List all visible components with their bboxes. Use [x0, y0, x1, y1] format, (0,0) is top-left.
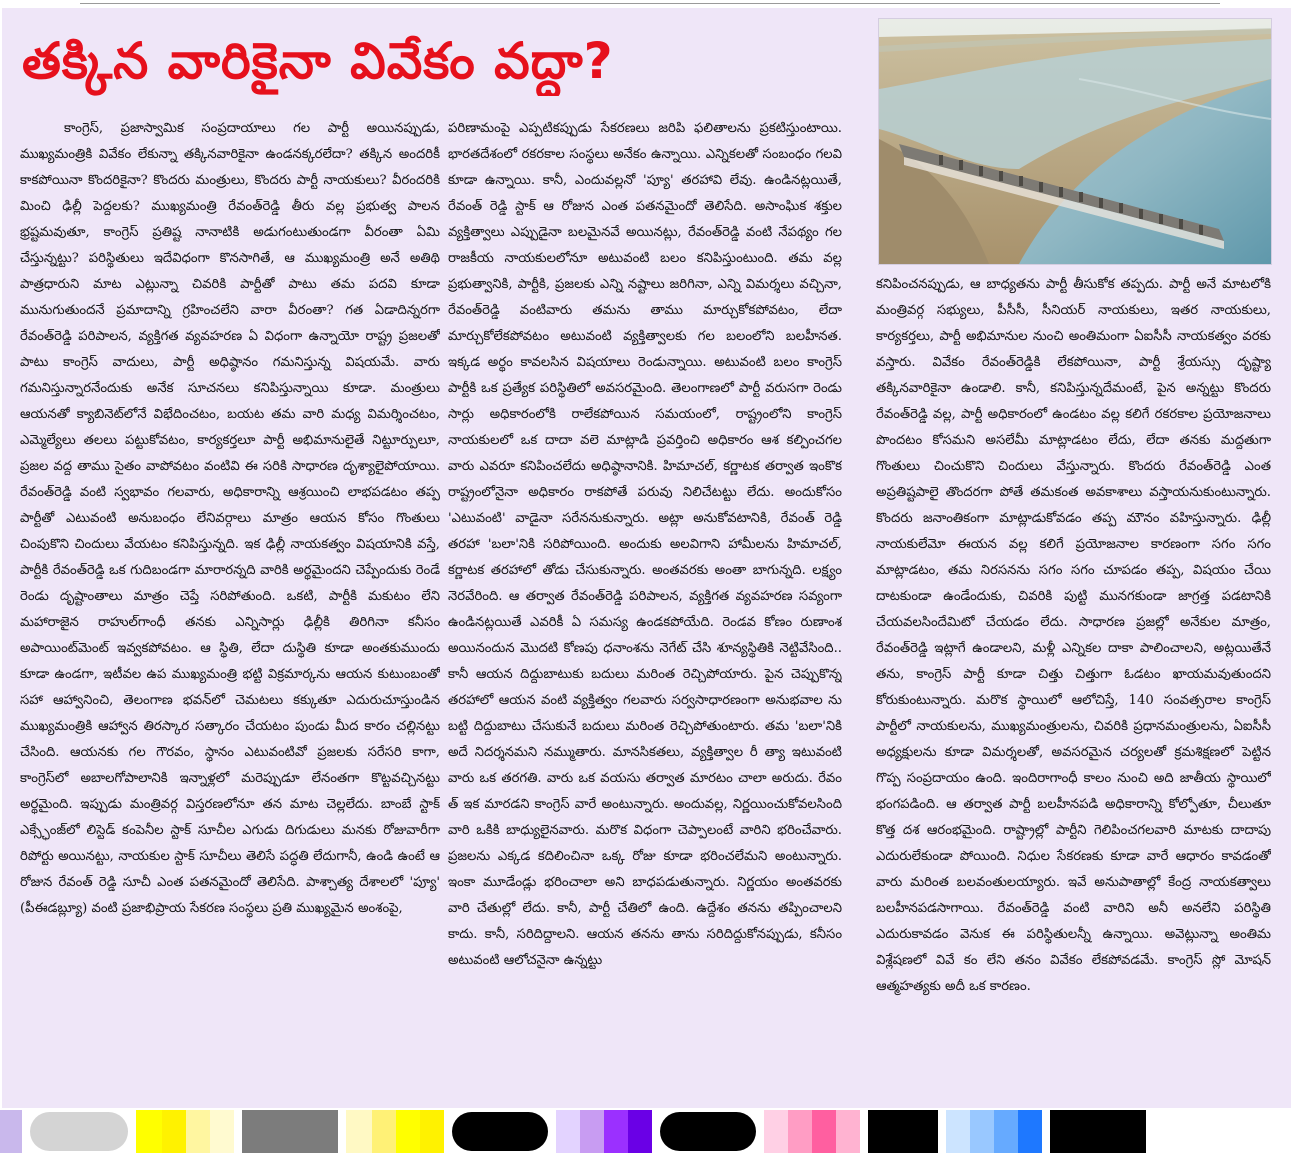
calibration-swatch	[812, 1110, 836, 1153]
calibration-swatch	[1042, 1110, 1050, 1153]
calibration-swatch	[186, 1110, 210, 1153]
article-column-3: కనిపించనప్పుడు, ఆ బాధ్యతను పార్టీ తీసుకోక తప్పదు. పార్టీ అనే మాటలోకి మంత్రివర్గ సభ్యులు, పీసీసీ, సీనియర్ నాయకులు, ఇతర నాయకులు, కార్యకర్తలు, పార్టీ అభిమానుల నుంచి అంతిమంగా ఏఐసీసీ నాయకత్వం వరకు వస్తారు. వివేకం రేవంత్‌రెడ్డికి లేకపోయినా, పార్టీ శ్రేయస్సు దృష్ట్యా తక్కినవారికైనా ఉండాలి. కానీ, కనిపిస్తున్నదేమంటే, పైన అన్నట్టు కొందరు రేవంత్‌రెడ్డి వల్ల, పార్టీ అధికారంలో ఉండటం వల్ల కలిగే రకరకాల ప్రయోజనాలు పొందటం కోసమని అసలేమీ మాట్లాడటం లేదు, లేదా తనకు మద్దతుగా గొంతులు చించుకొని చిందులు వేస్తున్నారు. కొందరు రేవంత్‌రెడ్డి ఎంత అప్రతిష్టపాలై తొందరగా పోతే తమకంత అవకాశాలు వస్తాయనుకుంటున్నారు. కొందరు జనాంతికంగా మాట్లాడుకోవడం తప్ప మౌనం వహిస్తున్నారు. ఢిల్లీ నాయకులేమో ఈయన వల్ల కలిగే ప్రయోజనాల కారణంగా సగం సగం మాట్లాడటం, తమ నిరసనను సగం సగం చూపడం తప్ప, విషయం చేయి దాటకుండా ఉండేందుకు, చివరికి పుట్టి మునగకుండా జాగ్రత్త పడటానికి చేయవలసిందేమిటో చేయడం లేదు. సాధారణ ప్రజల్లో అనేకుల మాత్రం, రేవంత్‌రెడ్డి ఇట్లాగే ఉండాలని, మళ్లీ ఎన్నికల దాకా పాలించాలని, అట్లయితేనే తను, కాంగ్రెస్ పార్టీ కూడా చిత్తు చిత్తుగా ఓడటం ఖాయమవుతుందని కోరుకుంటున్నారు. మరొక స్థాయిలో ఆలోచిస్తే, 140 సంవత్సరాల కాంగ్రెస్ పార్టీలో నాయకులను, ముఖ్యమంత్రులను, చివరికి ప్రధానమంత్రులను, ఏఐసీసీ అధ్యక్షులను కూడా విమర్శలతో, అవసరమైన చర్యలతో క్రమశిక్షణలో పెట్టిన గొప్ప సంప్రదాయం ఉంది. ఇందిరాగాంధీ కాలం నుంచి అది జాతీయ స్థాయిలో భంగపడింది. ఆ తర్వాత పార్టీ బలహీనపడి అధికారాన్ని కోల్పోతూ, చీలుతూ కొత్త దశ ఆరంభమైంది. రాష్ట్రాల్లో పార్టీని గెలిపించగలవారి మాటకు దాదాపు ఎదురులేకుండా పోయింది. నిధుల సేకరణకు కూడా వారే ఆధారం కావడంతో వారు మరింత బలవంతులయ్యారు. ఇవే అనుపాతాల్లో కేంద్ర నాయకత్వాలు బలహీనపడసాగాయి. రేవంత్‌రెడ్డి వంటి వారిని అనీ అనలేని పరిస్థితి ఎదురుకావడం వెనుక ఈ పరిస్థితులన్నీ ఉన్నాయి. అవెట్లున్నా అంతిమ విశ్లేషణలో వివే కం లేని తనం వివేకం లేకపోవడమే. కాంగ్రెస్ స్లో మోషన్ ఆత్మహత్యకు అదీ ఒక కారణం.	[876, 277, 1271, 994]
calibration-swatch	[22, 1110, 30, 1153]
article-column-1: కాంగ్రెస్, ప్రజాస్వామిక సంప్రదాయాలు గల పార్టీ అయినప్పుడు, ముఖ్యమంత్రికి వివేకం లేకున్నా తక్కినవారికైనా ఉండనక్కరలేదా? తక్కిన అందరికీ కాకపోయినా కొందరికైనా? కొందరు మంత్రులు, కొందరు పార్టీ నాయకులు? వీరందరికి మించి ఢిల్లీ పెద్దలకు? ముఖ్యమంత్రి రేవంత్‌రెడ్డి తీరు వల్ల ప్రభుత్వ పాలన భ్రష్టమవుతూ, కాంగ్రెస్ ప్రతిష్ట నానాటికి అడుగంటుతుండగా వీరంతా ఏమి చేస్తున్నట్టు? పరిస్థితులు ఇదేవిధంగా కొనసాగితే, ఆ ముఖ్యమంత్రి అనే అతిథి పాత్రధారుని మాట ఎట్లున్నా చివరికి పార్టీతో పాటు తమ పదవి కూడా మునుగుతుందనే ప్రమాదాన్ని గ్రహించలేని వారా వీరంతా? గత ఏడాదిన్నరగా రేవంత్‌రెడ్డి పరిపాలన, వ్యక్తిగత వ్యవహరణ ఏ విధంగా ఉన్నాయో రాష్ట్ర ప్రజలతో పాటు కాంగ్రెస్ వాదులు, పార్టీ అధిష్ఠానం గమనిస్తున్న విషయమే. వారు గమనిస్తున్నారనేందుకు అనేక సూచనలు కనిపిస్తున్నాయి కూడా. మంత్రులు ఆయనతో క్యాబినెట్‌లోనే విభేదించటం, బయట తమ వారి మధ్య విమర్శించటం, ఎమ్మెల్యేలు తలలు పట్టుకోవటం, కార్యకర్తలూ పార్టీ అభిమానులైతే నిట్టూర్పులూ, ప్రజల వద్ద తాము సైతం వాపోవటం వంటివి ఈ సరికి సాధారణ దృశ్యాలైపోయాయి. రేవంత్‌రెడ్డి వంటి స్వభావం గలవారు, అధికారాన్ని ఆశ్రయించి లాభపడటం తప్ప పార్టీతో ఎటువంటి అనుబంధం లేనివర్గాలు మాత్రం ఆయన కోసం గొంతులు చింపుకొని చిందులు వేయటం కనిపిస్తున్నది. ఇక ఢిల్లీ నాయకత్వం విషయానికి వస్తే, పార్టీకి రేవంత్‌రెడ్డి ఒక గుదిబండగా మారారన్నది వారికి అర్థమైందని చెప్పేందుకు రెండే రెండు దృష్టాంతాలు మాత్రం చెప్తే సరిపోతుంది. ఒకటి, పార్టీకి మకుటం లేని మహారాజైన రాహుల్‌గాంధీ తనకు ఎన్నిసార్లు ఢిల్లీకి తిరిగినా కనీసం అపాయింట్‌మెంట్ ఇవ్వకపోవటం. ఆ స్థితి, లేదా దుస్థితి కూడా అంతకుముందు కూడా ఉండగా, ఇటీవల ఉప ముఖ్యమంత్రి భట్టి విక్రమార్కను ఆయన కుటుంబంతో సహా ఆహ్వానించి, తెలంగాణ భవన్‌లో చెమటలు కక్కుతూ ఎదురుచూస్తుండిన ముఖ్యమంత్రికి ఆహ్వాన తిరస్కార సత్కారం చేయటం పుండు మీద కారం చల్లినట్టు చేసింది. ఆయనకు గల గౌరవం, స్థానం ఎటువంటివో ప్రజలకు సరేసరి కాగా, కాంగ్రెస్‌లో అబాలగోపాలానికి ఇన్నాళ్లలో మరెప్పుడూ లేనంతగా కొట్టవచ్చినట్టు అర్థమైంది. ఇప్పుడు మంత్రివర్గ విస్తరణలోనూ తన మాట చెల్లలేదు. బాంబే స్టాక్ ఎక్స్ఛేంజ్‌లో లిస్టెడ్ కంపెనీల స్టాక్ సూచీల ఎగుడు దిగుడులు మనకు రోజువారీగా రిపోర్టు అయినట్టు, నాయకుల స్టాక్ సూచీలు తెలిసే పద్ధతి లేదుగానీ, ఉండి ఉంటే ఆ రోజున రేవంత్ రెడ్డి సూచీ ఎంత పతనమైందో తెలిసేది. పాశ్చాత్య దేశాలలో 'ప్యూ' (పీఈడబ్ల్యూ) వంటి ప్రజాభిప్రాయ సేకరణ సంస్థలు ప్రతి ముఖ్యమైన అంశంపై,	[20, 121, 440, 916]
calibration-swatch	[868, 1110, 938, 1153]
calibration-swatch	[338, 1110, 346, 1153]
calibration-swatch	[396, 1110, 420, 1153]
calibration-swatch	[756, 1110, 764, 1153]
article-column-2: పరిణామంపై ఎప్పటికప్పుడు సేకరణలు జరిపి ఫలితాలను ప్రకటిస్తుంటాయి. భారతదేశంలో రకరకాల సంస్థలు అనేకం ఉన్నాయి. ఎన్నికలతో సంబంధం గలవి కూడా ఉన్నాయి. కానీ, ఎందువల్లనో 'ప్యూ' తరహావి లేవు. ఉండినట్లయితే, రేవంత్ రెడ్డి స్టాక్ ఆ రోజున ఎంత పతనమైందో తెలిసేది. అసాంఘిక శక్తుల వ్యక్తిత్వాలు ఎప్పుడైనా బలమైనవే అయినట్లు, రేవంత్‌రెడ్డి వంటి నేపథ్యం గల రాజకీయ నాయకులలోనూ అటువంటి బలం కనిపిస్తుంటుంది. తమ వల్ల ప్రభుత్వానికి, పార్టీకి, ప్రజలకు ఎన్ని నష్టాలు జరిగినా, ఎన్ని విమర్శలు వచ్చినా, రేవంత్‌రెడ్డి వంటివారు తమను తాము మార్చుకోకపోవటం, లేదా మార్చుకోలేకపోవటం అటువంటి వ్యక్తిత్వాలకు గల బలంలోని బలహీనత. ఇక్కడ అర్థం కావలసిన విషయాలు రెండున్నాయి. అటువంటి బలం కాంగ్రెస్ పార్టీకి ఒక ప్రత్యేక పరిస్థితిలో అవసరమైంది. తెలంగాణలో పార్టీ వరుసగా రెండు సార్లు అధికారంలోకి రాలేకపోయిన సమయంలో, రాష్ట్రంలోని కాంగ్రెస్ నాయకులలో ఒక దాదా వలె మాట్లాడి ప్రవర్తించి అధికారం ఆశ కల్పించగల వారు ఎవరూ కనిపించలేదు అధిష్ఠానానికి. హిమాచల్, కర్ణాటక తర్వాత ఇంకొక రాష్ట్రంలోనైనా అధికారం రాకపోతే పరువు నిలిచేటట్టు లేదు. అందుకోసం 'ఎటువంటి' వాడైనా సరేననుకున్నారు. అట్లా అనుకోవటానికి, రేవంత్ రెడ్డి తరహా 'బలా'నికి సరిపోయింది. అందుకు అలవిగాని హామీలను హిమాచల్, కర్ణాటక తరహాలో తోడు చేసుకున్నారు. అంతవరకు అంతా బాగున్నది. లక్ష్యం నెరవేరింది. ఆ తర్వాత రేవంత్‌రెడ్డి పరిపాలన, వ్యక్తిగత వ్యవహరణ సవ్యంగా ఉండినట్లయితే ఎవరికీ ఏ సమస్య ఉండకపోయేది. రెండవ కోణం రుణాంశ అయినందున మొదటి కోణపు ధనాంశను నెగేట్ చేసి శూన్యస్థితికి నెట్టివేసింది.. కానీ ఆయన దిద్దుబాటుకు బదులు మరింత రెచ్చిపోయారు. పైన చెప్పుకొన్న తరహాలో ఆయన వంటి వ్యక్తిత్వం గలవారు సర్వసాధారణంగా అనుభవాల ను బట్టి దిద్దుబాటు చేసుకునే బదులు మరింత రెచ్చిపోతుంటారు. తమ 'బలా'నికి అదే నిదర్శనమని నమ్ముతారు. మానసికతలు, వ్యక్తిత్వాల రీ త్యా ఇటువంటి వారు ఒక తరగతి. వారు ఒక వయసు తర్వాత మారటం చాలా అరుదు. రేవం త్ ఇక మారడని కాంగ్రెస్ వారే అంటున్నారు. అందువల్ల, నిర్ణయించుకోవలసింది వారి ఒకికి బాధ్యులైనవారు. మరొక విధంగా చెప్పాలంటే వారిని భరించేవారు. ప్రజలను ఎక్కడ కదిలించినా ఒక్క రోజు కూడా భరించలేమని అంటున్నారు. ఇంకా మూడేండ్లు భరించాలా అని బాధపడుతున్నారు. నిర్ణయం అంతవరకు వారి చేతుల్లో లేదు. కానీ, పార్టీ చేతిలో ఉంది. ఉద్దేశం తనను తప్పించాలని కాదు. కానీ, సరిదిద్దాలని. ఆయన తనను తాను సరిదిద్దుకోనప్పుడు, కనీసం అటువంటి ఆలోచనైనా ఉన్నట్టు	[448, 121, 842, 968]
calibration-swatch	[210, 1110, 234, 1153]
calibration-swatch	[242, 1110, 338, 1153]
calibration-swatch	[938, 1110, 946, 1153]
calibration-swatch	[788, 1110, 812, 1153]
calibration-swatch	[162, 1110, 186, 1153]
headline: తక్కిన వారికైనా వివేకం వద్దా?	[22, 32, 614, 90]
calibration-swatch	[30, 1112, 128, 1151]
calibration-swatch	[136, 1110, 162, 1153]
calibration-swatch	[652, 1110, 660, 1153]
calibration-swatch	[1050, 1110, 1146, 1153]
dam-photo-illustration	[879, 19, 1271, 264]
calibration-swatch	[346, 1110, 372, 1153]
calibration-swatch	[970, 1110, 994, 1153]
calibration-swatch	[764, 1110, 788, 1153]
calibration-swatch	[994, 1110, 1018, 1153]
color-calibration-bar	[0, 1110, 1299, 1153]
calibration-swatch	[372, 1110, 396, 1153]
dam-reservoir-photo	[878, 18, 1272, 265]
calibration-swatch	[444, 1110, 452, 1153]
calibration-swatch	[628, 1110, 652, 1153]
calibration-swatch	[234, 1110, 242, 1153]
calibration-swatch	[836, 1110, 860, 1153]
calibration-swatch	[452, 1112, 548, 1151]
calibration-swatch	[0, 1110, 22, 1153]
calibration-swatch	[604, 1110, 628, 1153]
top-rule	[80, 3, 1220, 4]
calibration-swatch	[1018, 1110, 1042, 1153]
calibration-swatch	[660, 1112, 756, 1151]
calibration-swatch	[548, 1110, 556, 1153]
calibration-swatch	[420, 1110, 444, 1153]
calibration-swatch	[128, 1110, 136, 1153]
calibration-swatch	[556, 1110, 580, 1153]
calibration-swatch	[946, 1110, 970, 1153]
calibration-swatch	[860, 1110, 868, 1153]
calibration-swatch	[580, 1110, 604, 1153]
